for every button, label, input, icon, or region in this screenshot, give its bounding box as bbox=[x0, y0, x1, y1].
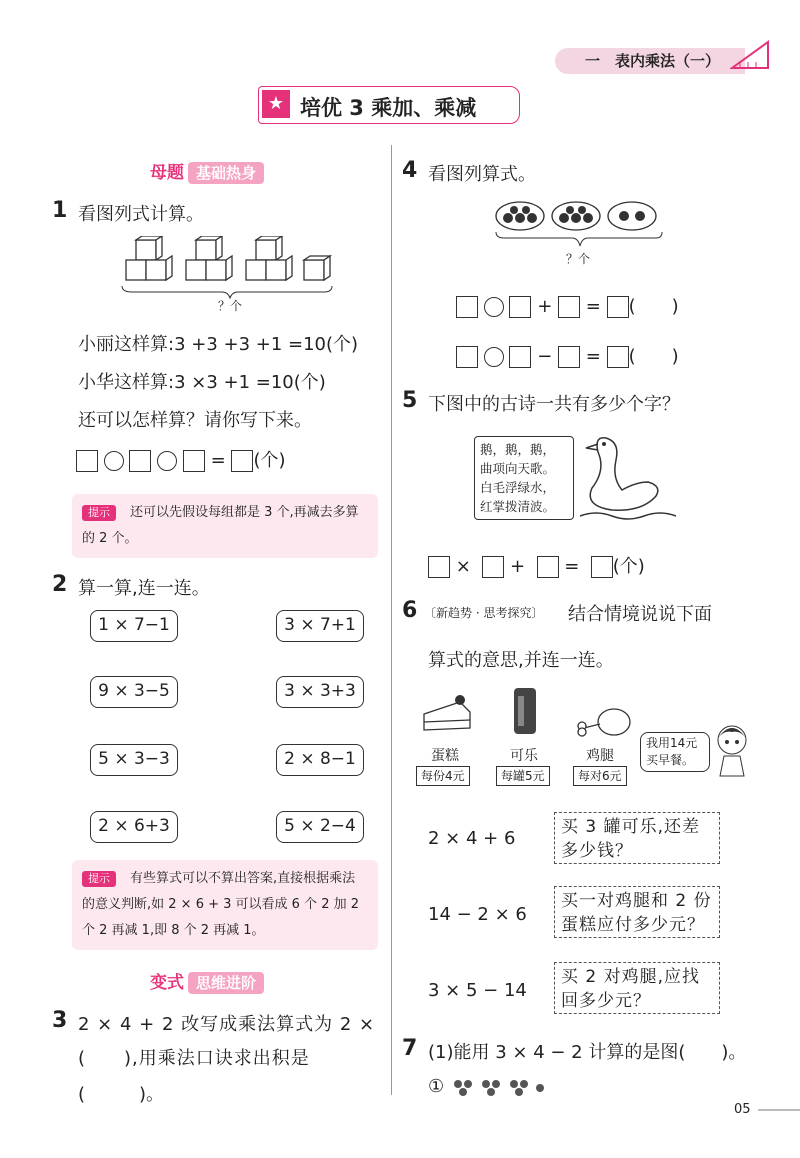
q6-text2: 算式的意思,并连一连。 bbox=[428, 650, 614, 671]
q5-number: 5 bbox=[402, 388, 418, 413]
q7-option-1[interactable]: ① bbox=[428, 1076, 445, 1097]
q6-expr[interactable]: 2 × 4 + 6 bbox=[428, 828, 516, 849]
chapter-title: 一 表内乘法（一） bbox=[585, 52, 721, 70]
q6-number: 6 bbox=[402, 598, 418, 623]
cola-icon bbox=[510, 684, 540, 738]
poem-line: 鹅，鹅，鹅， bbox=[480, 442, 556, 457]
q3-line3: ( )。 bbox=[78, 1084, 165, 1105]
operator-circle[interactable] bbox=[157, 451, 177, 471]
q2-left-expr[interactable]: 1 × 7−1 bbox=[90, 610, 178, 642]
poem-line: 白毛浮绿水， bbox=[480, 480, 556, 495]
q3-number: 3 bbox=[52, 1008, 68, 1033]
q6-expr[interactable]: 3 × 5 − 14 bbox=[428, 980, 527, 1001]
q4-brace-label: ？个 bbox=[566, 252, 591, 266]
footer-rule bbox=[758, 1109, 800, 1111]
q2-left-expr[interactable]: 9 × 3−5 bbox=[90, 676, 178, 708]
q1-text: 看图列式计算。 bbox=[78, 204, 204, 225]
q7-text: (1)能用 3 × 4 − 2 计算的是图( )。 bbox=[428, 1042, 747, 1063]
q1-brace-label: ？个 bbox=[218, 299, 243, 313]
q1-line3: 还可以怎样算？请你写下来。 bbox=[78, 410, 312, 431]
poem-card bbox=[474, 436, 574, 520]
section-basic: 母题 基础热身 bbox=[150, 158, 264, 183]
q6-story[interactable]: 买 3 罐可乐,还差多少钱？ bbox=[554, 812, 720, 864]
q6-story[interactable]: 买一对鸡腿和 2 份蛋糕应付多少元？ bbox=[554, 886, 720, 938]
answer-box[interactable] bbox=[607, 346, 629, 368]
answer-box[interactable] bbox=[509, 296, 531, 318]
page-title: 培优 3 乘加、乘减 bbox=[300, 96, 477, 120]
ruler-icon bbox=[730, 40, 770, 70]
q6-tag: 〔新趋势 · 思考探究〕 bbox=[424, 606, 544, 620]
q3-line2: ( ),用乘法口诀求出积是 bbox=[78, 1048, 310, 1069]
goose-figure bbox=[576, 430, 686, 526]
girl-icon bbox=[710, 722, 754, 778]
star-icon: ★ bbox=[262, 90, 290, 118]
answer-box[interactable] bbox=[231, 450, 253, 472]
q6-story[interactable]: 买 2 对鸡腿,应找回多少元？ bbox=[554, 962, 720, 1014]
price-tag: 每对6元 bbox=[573, 766, 627, 786]
q2-text: 算一算,连一连。 bbox=[78, 578, 210, 599]
price-tag: 每份4元 bbox=[416, 766, 470, 786]
q1-answer-row: = (个) bbox=[76, 446, 286, 472]
answer-box[interactable] bbox=[482, 556, 504, 578]
answer-box[interactable] bbox=[537, 556, 559, 578]
item-name: 可乐 bbox=[510, 748, 538, 764]
price-tag: 每罐5元 bbox=[496, 766, 550, 786]
answer-box[interactable] bbox=[76, 450, 98, 472]
q4-number: 4 bbox=[402, 158, 418, 183]
q5-answer-row: × + = (个) bbox=[428, 552, 645, 578]
q3-line1: 2 × 4 + 2 改写成乘法算式为 2 × bbox=[78, 1014, 376, 1035]
item-name: 蛋糕 bbox=[431, 748, 459, 764]
hint-tag: 提示 bbox=[82, 505, 116, 521]
answer-box[interactable] bbox=[591, 556, 613, 578]
answer-box[interactable] bbox=[509, 346, 531, 368]
q2-right-expr[interactable]: 3 × 3+3 bbox=[276, 676, 364, 708]
drumstick-icon bbox=[574, 704, 634, 738]
answer-box[interactable] bbox=[183, 450, 205, 472]
q6-expr[interactable]: 14 − 2 × 6 bbox=[428, 904, 527, 925]
q1-line1: 小丽这样算:3 +3 +3 +1 =10(个) bbox=[78, 334, 359, 355]
q6-text1: 结合情境说说下面 bbox=[568, 604, 712, 625]
q2-right-expr[interactable]: 2 × 8−1 bbox=[276, 744, 364, 776]
operator-circle[interactable] bbox=[104, 451, 124, 471]
answer-box[interactable] bbox=[456, 346, 478, 368]
operator-circle[interactable] bbox=[484, 297, 504, 317]
section-variant: 变式 思维进阶 bbox=[150, 968, 264, 993]
answer-box[interactable] bbox=[558, 346, 580, 368]
q2-left-expr[interactable]: 2 × 6+3 bbox=[90, 811, 178, 843]
hint-2: 提示 有些算式可以不算出答案,直接根据乘法的意义判断,如 2 × 6 + 3 可以看成 6 个 2 加 2 个 2 再减 1,即 8 个 2 再减 1。 bbox=[72, 860, 378, 950]
q4-row2: − = ( ) bbox=[456, 342, 679, 368]
q5-text: 下图中的古诗一共有多少个字？ bbox=[428, 394, 680, 415]
poem-line: 曲项向天歌。 bbox=[480, 461, 556, 476]
q2-left-expr[interactable]: 5 × 3−3 bbox=[90, 744, 178, 776]
q7-dots-figure bbox=[452, 1076, 572, 1100]
q2-right-expr[interactable]: 3 × 7+1 bbox=[276, 610, 364, 642]
q4-text: 看图列算式。 bbox=[428, 164, 536, 185]
hint-tag: 提示 bbox=[82, 871, 116, 887]
item-name: 鸡腿 bbox=[586, 748, 614, 764]
answer-box[interactable] bbox=[607, 296, 629, 318]
q1-line2: 小华这样算:3 ×3 +1 =10(个) bbox=[78, 372, 326, 393]
speech-bubble: 我用14元买早餐。 bbox=[640, 732, 710, 772]
q4-row1: + = ( ) bbox=[456, 292, 679, 318]
answer-box[interactable] bbox=[428, 556, 450, 578]
answer-box[interactable] bbox=[456, 296, 478, 318]
q4-apples-figure bbox=[494, 196, 666, 252]
cake-icon bbox=[420, 690, 476, 736]
q2-right-expr[interactable]: 5 × 2−4 bbox=[276, 811, 364, 843]
q2-number: 2 bbox=[52, 572, 68, 597]
page-number: 05 bbox=[734, 1102, 751, 1117]
hint-1: 提示 还可以先假设每组都是 3 个,再减去多算的 2 个。 bbox=[72, 494, 378, 558]
q1-number: 1 bbox=[52, 198, 68, 223]
column-divider bbox=[391, 145, 392, 1095]
answer-box[interactable] bbox=[129, 450, 151, 472]
answer-box[interactable] bbox=[558, 296, 580, 318]
q7-number: 7 bbox=[402, 1036, 418, 1061]
poem-line: 红掌拨清波。 bbox=[480, 499, 556, 514]
operator-circle[interactable] bbox=[484, 347, 504, 367]
